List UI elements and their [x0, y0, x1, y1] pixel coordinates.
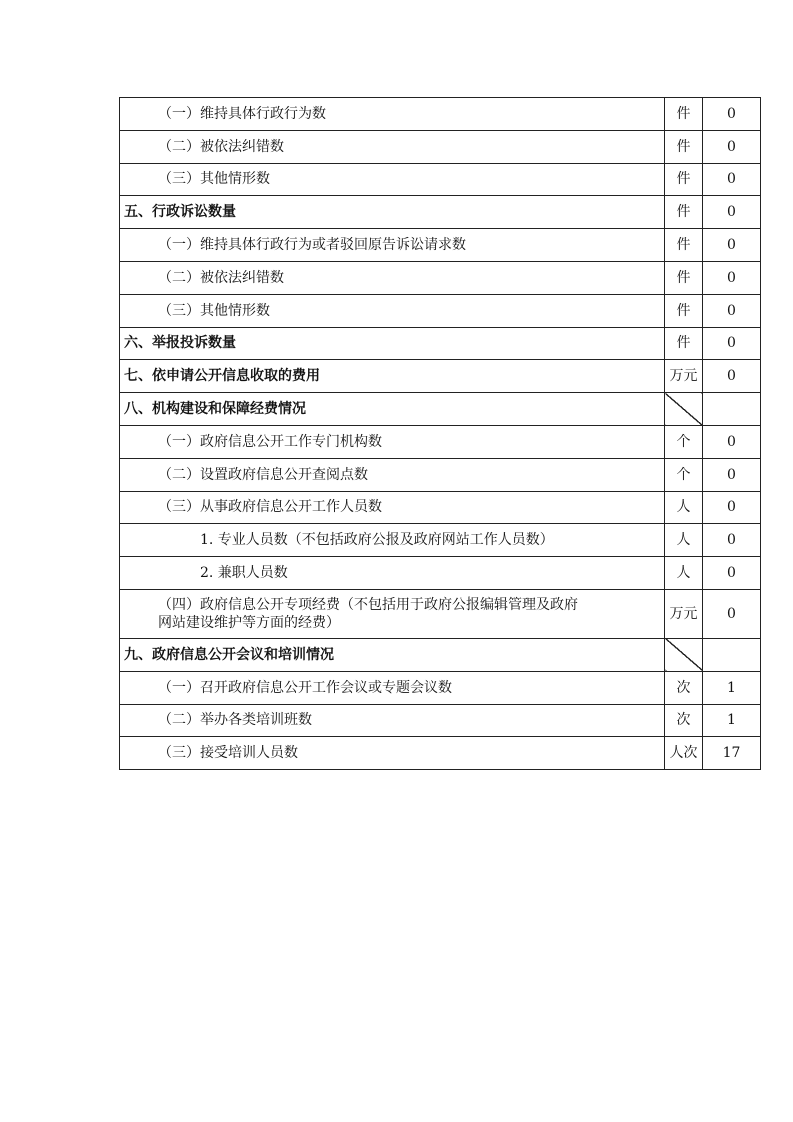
statistics-table: [119, 97, 761, 770]
table-row: [120, 163, 761, 196]
row-value: 1: [703, 671, 761, 704]
table-row: [120, 704, 761, 737]
row-unit: 件: [665, 163, 703, 196]
row-value: 0: [703, 589, 761, 638]
row-value: 0: [703, 524, 761, 557]
table-row: [120, 294, 761, 327]
row-unit: 万元: [665, 360, 703, 393]
row-label: （一）维持具体行政行为或者驳回原告诉讼请求数: [120, 229, 665, 262]
table-row: [120, 458, 761, 491]
section-row: [120, 638, 761, 671]
section-heading: 九、政府信息公开会议和培训情况: [120, 638, 665, 671]
section-heading: 五、行政诉讼数量: [120, 196, 665, 229]
row-label-cell: [120, 589, 665, 638]
row-value: 0: [703, 425, 761, 458]
table-row: [120, 261, 761, 294]
table-row: [120, 589, 761, 638]
table-row: [120, 98, 761, 131]
row-unit: 件: [665, 261, 703, 294]
table-row: [120, 671, 761, 704]
row-unit: 件: [665, 327, 703, 360]
row-label: （一）政府信息公开工作专门机构数: [120, 425, 665, 458]
row-label: （二）被依法纠错数: [120, 130, 665, 163]
row-value: 0: [703, 294, 761, 327]
row-label: （三）从事政府信息公开工作人员数: [120, 491, 665, 524]
table-row: [120, 130, 761, 163]
diagonal-slash-cell: [665, 393, 703, 426]
row-value: 0: [703, 163, 761, 196]
row-value: 0: [703, 557, 761, 590]
row-label: （三）接受培训人员数: [120, 737, 665, 770]
row-unit: 个: [665, 425, 703, 458]
row-unit: 件: [665, 229, 703, 262]
row-value: 0: [703, 458, 761, 491]
row-value: 0: [703, 327, 761, 360]
row-label: 1. 专业人员数（不包括政府公报及政府网站工作人员数）: [120, 524, 665, 557]
row-value: 0: [703, 130, 761, 163]
row-label: （一）维持具体行政行为数: [120, 98, 665, 131]
section-row: [120, 327, 761, 360]
row-unit: 次: [665, 704, 703, 737]
row-label: （三）其他情形数: [120, 163, 665, 196]
diagonal-slash-cell: [665, 638, 703, 671]
section-heading: 七、依申请公开信息收取的费用: [120, 360, 665, 393]
empty-value-cell: [703, 638, 761, 671]
row-unit: 件: [665, 98, 703, 131]
row-unit: 件: [665, 130, 703, 163]
row-value: 0: [703, 229, 761, 262]
row-label: 2. 兼职人员数: [120, 557, 665, 590]
row-value: 0: [703, 360, 761, 393]
row-value: 0: [703, 491, 761, 524]
section-row: [120, 196, 761, 229]
row-value: 0: [703, 261, 761, 294]
row-unit: 万元: [665, 589, 703, 638]
section-heading: 八、机构建设和保障经费情况: [120, 393, 665, 426]
row-value: 0: [703, 196, 761, 229]
row-value: 17: [703, 737, 761, 770]
empty-value-cell: [703, 393, 761, 426]
section-heading: 六、举报投诉数量: [120, 327, 665, 360]
table-row: [120, 229, 761, 262]
row-unit: 人: [665, 524, 703, 557]
table-row: [120, 524, 761, 557]
row-unit: 人: [665, 557, 703, 590]
table-row: [120, 737, 761, 770]
row-unit: 次: [665, 671, 703, 704]
row-label: （四）政府信息公开专项经费（不包括用于政府公报编辑管理及政府网站建设维护等方面的经费）: [158, 596, 578, 631]
row-label: （二）设置政府信息公开查阅点数: [120, 458, 665, 491]
row-label: （二）举办各类培训班数: [120, 704, 665, 737]
table-row: [120, 557, 761, 590]
row-unit: 人次: [665, 737, 703, 770]
row-unit: 个: [665, 458, 703, 491]
row-label: （一）召开政府信息公开工作会议或专题会议数: [120, 671, 665, 704]
row-unit: 件: [665, 294, 703, 327]
section-row: [120, 360, 761, 393]
row-label: （二）被依法纠错数: [120, 261, 665, 294]
table-row: [120, 425, 761, 458]
section-row: [120, 393, 761, 426]
row-value: 0: [703, 98, 761, 131]
row-label: （三）其他情形数: [120, 294, 665, 327]
table-row: [120, 491, 761, 524]
row-unit: 件: [665, 196, 703, 229]
row-value: 1: [703, 704, 761, 737]
row-unit: 人: [665, 491, 703, 524]
